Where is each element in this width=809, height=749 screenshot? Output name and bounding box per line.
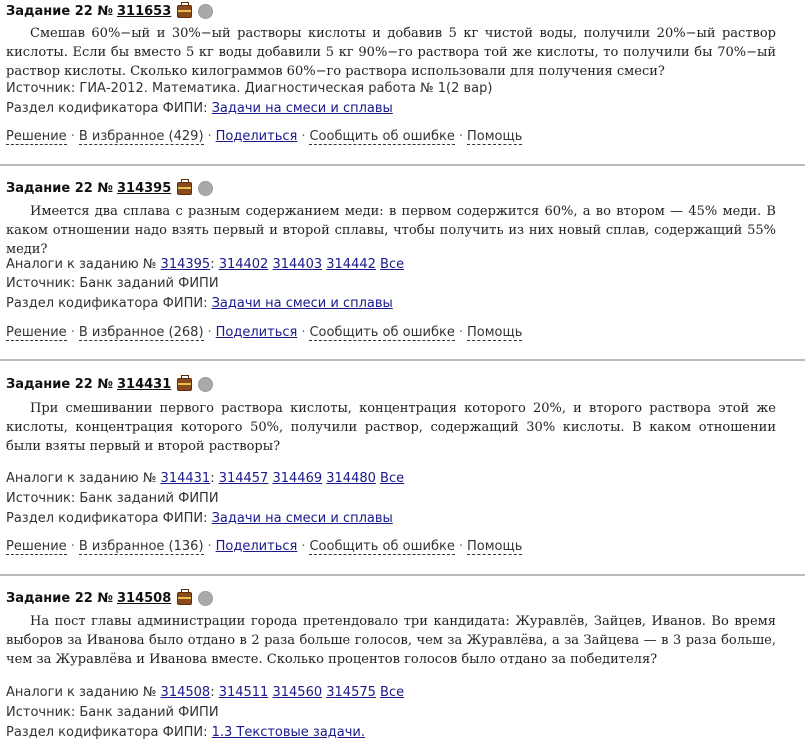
codifier-label: Раздел кодификатора ФИПИ: [6,296,208,311]
briefcase-icon[interactable] [177,378,192,391]
share-link[interactable]: Поделиться [215,539,298,554]
favorites-button[interactable]: В избранное (429) [78,129,204,144]
task-actions: Решение · В избранное (429) · Поделиться · Сообщить об ошибке · Помощь [6,129,523,144]
solution-toggle[interactable]: Решение [6,325,67,340]
task-analogs: Аналоги к заданию № 314395: 314402 314403 314442 Все [6,257,405,272]
analog-link[interactable]: 314511 [218,685,269,700]
briefcase-icon[interactable] [177,592,192,605]
task-codifier [6,101,393,116]
task-actions: Решение · В избранное (268) · Поделиться · Сообщить об ошибке · Помощь [6,325,523,340]
share-link[interactable]: Поделиться [215,325,298,340]
analog-link[interactable]: 314560 [272,685,323,700]
codifier-link[interactable]: Задачи на смеси и сплавы [211,511,393,526]
task-codifier [6,511,393,526]
report-error-button[interactable]: Сообщить об ошибке [309,129,455,144]
report-error-button[interactable]: Сообщить об ошибке [309,325,455,340]
task-divider [0,164,805,166]
analogs-label: Аналоги к заданию № [6,257,157,272]
analog-link[interactable]: 314575 [326,685,376,700]
task-header [6,4,213,19]
task-divider [0,359,805,361]
favorites-button[interactable]: В избранное (268) [78,325,204,340]
codifier-link[interactable]: 1.3 Текстовые задачи. [211,725,366,740]
analog-self-link[interactable]: 314508 [160,685,211,700]
analog-link[interactable]: 314442 [326,257,376,272]
task-number-link[interactable]: 311653 [116,4,172,19]
analogs-label: Аналоги к заданию № [6,471,157,486]
task-title: Задание 22 № [6,181,113,196]
task-text: При смешивании первого раствора кислоты, концентрация которого 20%, и второго раствора этой же кислоты, концентрация которого 50%, получили раствор, содержащий 30% кислоты. В каком отношении были взяты первый и второй растворы? [6,401,776,454]
codifier-label: Раздел кодификатора ФИПИ: [6,725,208,740]
task-source: Источник: Банк заданий ФИПИ [6,276,219,291]
analog-self-link[interactable]: 314431 [160,471,211,486]
task-codifier [6,296,393,311]
task-number-link[interactable]: 314395 [116,181,172,196]
status-circle-icon [198,181,213,196]
task-text: Имеется два сплава с разным содержанием меди: в первом содержится 60%, а во втором — 45% меди. В каком отношении надо взять первый и второй сплавы, чтобы получить из них новый сплав, содержащий 55% меди? [6,204,776,257]
share-link[interactable]: Поделиться [215,129,298,144]
analog-self-link[interactable]: 314395 [160,257,211,272]
task-source: Источник: Банк заданий ФИПИ [6,491,219,506]
briefcase-icon[interactable] [177,5,192,18]
task-analogs: Аналоги к заданию № 314508: 314511 314560 314575 Все [6,685,405,700]
task-source: Источник: Банк заданий ФИПИ [6,705,219,720]
favorites-button[interactable]: В избранное (136) [78,539,204,554]
analog-link[interactable]: 314402 [218,257,269,272]
analog-link[interactable]: 314469 [272,471,323,486]
analogs-all-link[interactable]: Все [380,685,405,700]
analogs-all-link[interactable]: Все [380,257,405,272]
task-text: Смешав 60%−ый и 30%−ый растворы кислоты и добавив 5 кг чистой воды, получили 20%−ый раствор кислоты. Если бы вместо 5 кг воды добавили 5 кг 90%−го раствора той же кислоты, то получили бы 70%−ый раствор кислоты. Сколько килограммов 60%−го раствора использовали для получения смеси? [6,26,776,79]
task-divider [0,574,805,576]
analog-link[interactable]: 314403 [272,257,323,272]
task-header [6,181,213,196]
solution-toggle[interactable]: Решение [6,539,67,554]
task-header [6,377,213,392]
status-circle-icon [198,4,213,19]
task-number-link[interactable]: 314508 [116,591,172,606]
status-circle-icon [198,591,213,606]
task-title: Задание 22 № [6,4,113,19]
task-actions: Решение · В избранное (136) · Поделиться · Сообщить об ошибке · Помощь [6,539,523,554]
solution-toggle[interactable]: Решение [6,129,67,144]
codifier-link[interactable]: Задачи на смеси и сплавы [211,101,393,116]
task-header [6,591,213,606]
task-source: Источник: ГИА-2012. Математика. Диагностическая работа № 1(2 вар) [6,81,493,96]
help-link[interactable]: Помощь [466,325,523,340]
task-analogs: Аналоги к заданию № 314431: 314457 314469 314480 Все [6,471,405,486]
task-text: На пост главы администрации города претендовало три кандидата: Журавлёв, Зайцев, Иванов. Во время выборов за Иванова было отдано в 2 раза больше голосов, чем за Журавлёва, а за Зайцева — в 3 раза больше, чем за Журавлёва и Иванова вместе. Сколько процентов голосов было отдано за победителя? [6,614,776,667]
help-link[interactable]: Помощь [466,539,523,554]
task-title: Задание 22 № [6,377,113,392]
report-error-button[interactable]: Сообщить об ошибке [309,539,455,554]
task-title: Задание 22 № [6,591,113,606]
analogs-all-link[interactable]: Все [380,471,405,486]
codifier-label: Раздел кодификатора ФИПИ: [6,511,208,526]
task-number-link[interactable]: 314431 [116,377,172,392]
codifier-label: Раздел кодификатора ФИПИ: [6,101,208,116]
analog-link[interactable]: 314480 [326,471,376,486]
analog-link[interactable]: 314457 [218,471,269,486]
status-circle-icon [198,377,213,392]
analogs-label: Аналоги к заданию № [6,685,157,700]
task-codifier [6,725,365,740]
help-link[interactable]: Помощь [466,129,523,144]
briefcase-icon[interactable] [177,182,192,195]
codifier-link[interactable]: Задачи на смеси и сплавы [211,296,393,311]
